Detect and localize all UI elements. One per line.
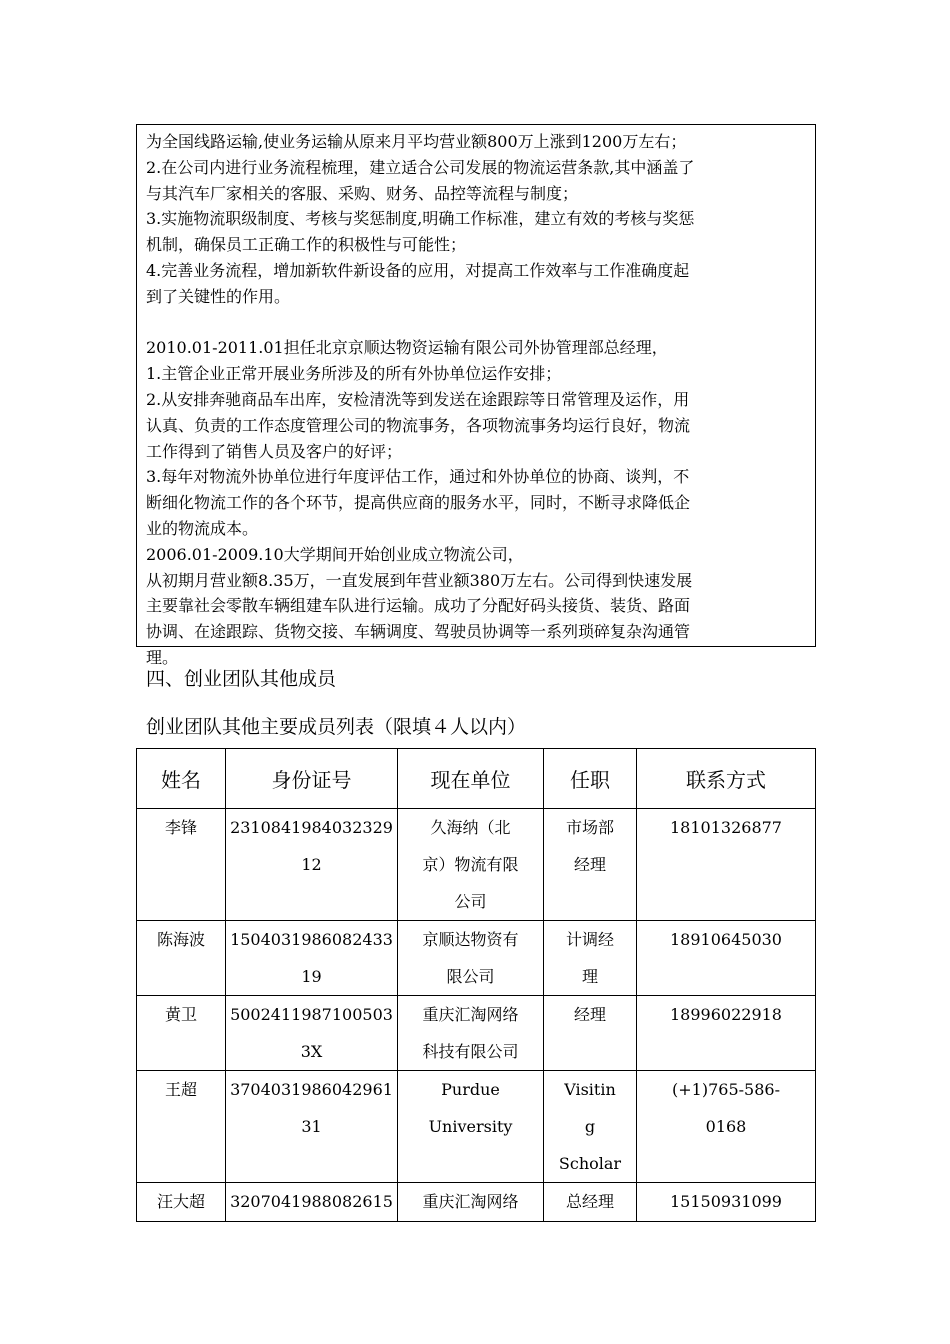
- experience-line: 3.每年对物流外协单位进行年度评估工作，通过和外协单位的协商、谈判，不: [146, 467, 690, 487]
- cell-name: 李锋: [137, 809, 226, 921]
- cell-name: 陈海波: [137, 921, 226, 996]
- cell-contact: (+1)765-586- 0168: [637, 1071, 816, 1183]
- cell-name: 王超: [137, 1071, 226, 1183]
- table-row: [137, 996, 816, 1071]
- table-caption: 创业团队其他主要成员列表（限填４人以内）: [146, 716, 527, 738]
- experience-line: 为全国线路运输,使业务运输从原来月平均营业额800万上涨到1200万左右；: [146, 132, 687, 151]
- experience-line: 到了关键性的作用。: [146, 286, 291, 306]
- experience-line: 理。: [146, 647, 179, 667]
- experience-line: 1.主管企业正常开展业务所涉及的所有外协单位运作安排；: [146, 364, 562, 384]
- experience-line: 协调、在途跟踪、货物交接、车辆调度、驾驶员协调等一系列琐碎复杂沟通管: [146, 622, 691, 642]
- experience-line: 2.从安排奔驰商品车出库，安检清洗等到发送在途跟踪等日常管理及运作，用: [146, 389, 690, 409]
- cell-id-number: 5002411987100503 3X: [226, 996, 398, 1071]
- cell-position: Visitin g Scholar: [544, 1071, 637, 1183]
- cell-name: 汪大超: [137, 1183, 226, 1222]
- experience-line: 认真、负责的工作态度管理公司的物流事务，各项物流事务均运行良好，物流: [146, 415, 691, 435]
- section-heading: 四、创业团队其他成员: [146, 668, 337, 690]
- experience-line: 与其汽车厂家相关的客服、采购、财务、品控等流程与制度；: [146, 183, 579, 203]
- cell-id-number: 1504031986082433 19: [226, 921, 398, 996]
- table-row: [137, 1183, 816, 1222]
- experience-line: 2.在公司内进行业务流程梳理，建立适合公司发展的物流运营条款,其中涵盖了: [146, 157, 695, 177]
- cell-current-unit: 重庆汇淘网络 科技有限公司: [398, 996, 544, 1071]
- experience-line: 2010.01-2011.01担任北京京顺达物资运输有限公司外协管理部总经理，: [146, 338, 668, 358]
- cell-current-unit: 久海纳（北 京）物流有限 公司: [398, 809, 544, 921]
- experience-line: 2006.01-2009.10大学期间开始创业成立物流公司，: [146, 544, 524, 564]
- cell-current-unit: Purdue University: [398, 1071, 544, 1183]
- header-current-unit: 现在单位: [398, 749, 544, 809]
- cell-position: 计调经 理: [544, 921, 637, 996]
- experience-line: [146, 310, 807, 336]
- experience-line: 从初期月营业额8.35万，一直发展到年营业额380万左右。公司得到快速发展: [146, 570, 693, 590]
- header-name: 姓名: [137, 749, 226, 809]
- header-contact: 联系方式: [637, 749, 816, 809]
- cell-id-number: 2310841984032329 12: [226, 809, 398, 921]
- table-row: [137, 921, 816, 996]
- cell-current-unit: 京顺达物资有 限公司: [398, 921, 544, 996]
- experience-line: 工作得到了销售人员及客户的好评；: [146, 441, 403, 461]
- table-row: [137, 809, 816, 921]
- cell-name: 黄卫: [137, 996, 226, 1071]
- table-row: [137, 1071, 816, 1183]
- cell-contact: 18101326877: [637, 809, 816, 921]
- cell-id-number: 3207041988082615: [226, 1183, 398, 1222]
- cell-id-number: 3704031986042961 31: [226, 1071, 398, 1183]
- experience-line: 业的物流成本。: [146, 518, 259, 538]
- experience-line: 机制，确保员工正确工作的积极性与可能性；: [146, 235, 467, 255]
- cell-current-unit: 重庆汇淘网络: [398, 1183, 544, 1222]
- cell-contact: 15150931099: [637, 1183, 816, 1222]
- work-experience-box: [136, 124, 816, 667]
- experience-line: 3.实施物流职级制度、考核与奖惩制度,明确工作标准，建立有效的考核与奖惩: [146, 209, 695, 229]
- experience-line: 4.完善业务流程，增加新软件新设备的应用，对提高工作效率与工作准确度起: [146, 260, 690, 280]
- cell-contact: 18910645030: [637, 921, 816, 996]
- header-position: 任职: [544, 749, 637, 809]
- team-members-table: [136, 748, 816, 1222]
- cell-position: 市场部 经理: [544, 809, 637, 921]
- cell-contact: 18996022918: [637, 996, 816, 1071]
- experience-line: 断细化物流工作的各个环节，提高供应商的服务水平，同时，不断寻求降低企: [146, 493, 691, 513]
- table-header-row: [137, 749, 816, 809]
- cell-position: 经理: [544, 996, 637, 1071]
- experience-line: 主要靠社会零散车辆组建车队进行运输。成功了分配好码头接货、装货、路面: [146, 596, 691, 616]
- header-id-number: 身份证号: [226, 749, 398, 809]
- cell-position: 总经理: [544, 1183, 637, 1222]
